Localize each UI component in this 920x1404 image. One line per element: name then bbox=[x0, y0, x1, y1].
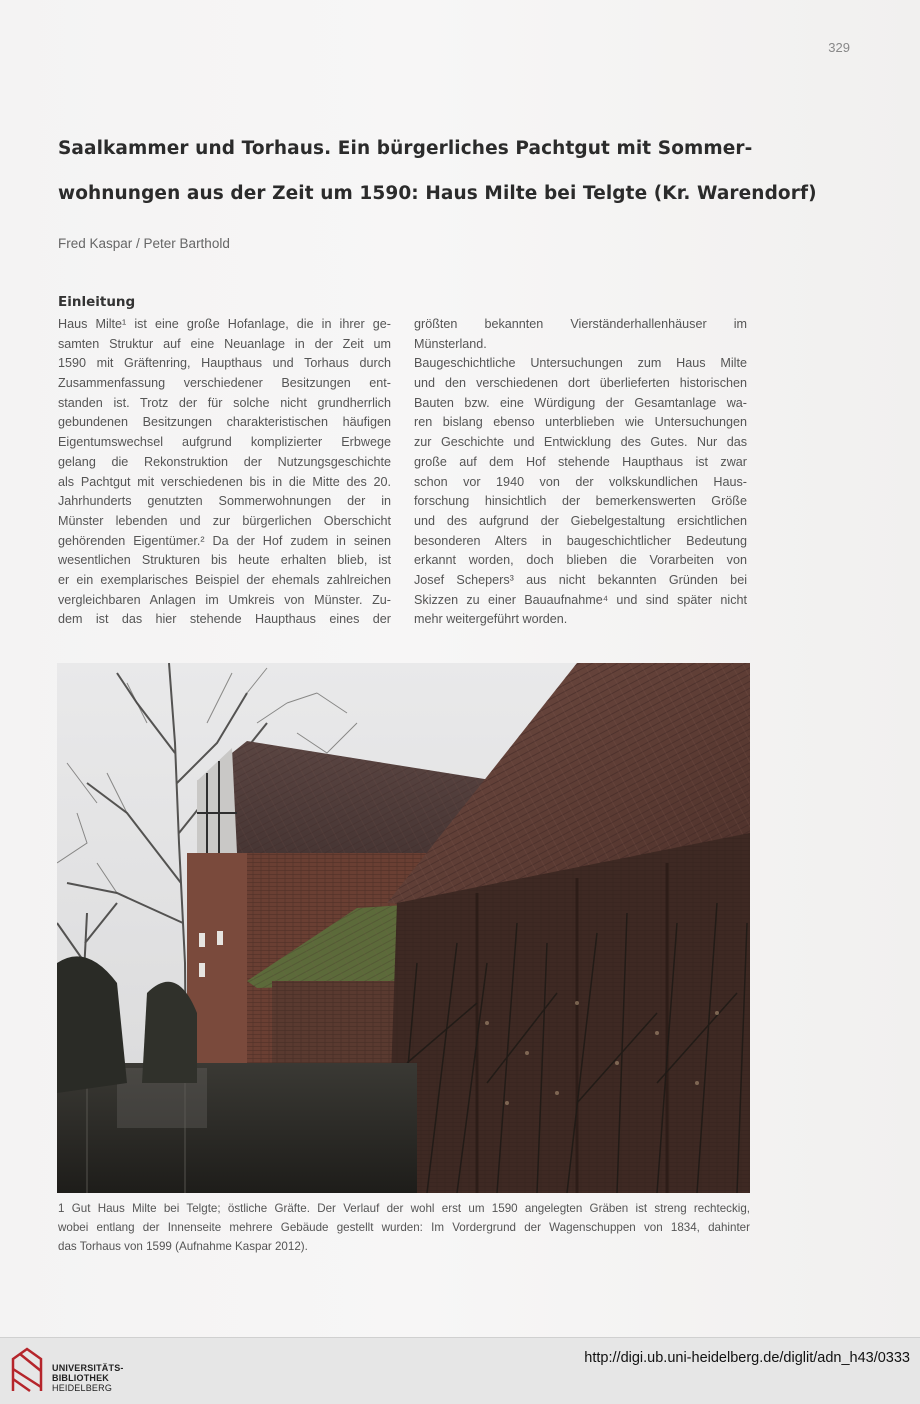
text-line: Bauten bzw. eine Würdigung der Gesamtanlage wa- bbox=[414, 395, 747, 410]
text-line: er ein exemplarisches Beispiel der ehemals zahlreichen bbox=[58, 572, 391, 587]
text-line: zur Geschichte und Entwicklung des Gutes. Nur das bbox=[414, 435, 747, 450]
library-logo bbox=[10, 1347, 130, 1397]
page-number: 329 bbox=[828, 40, 850, 55]
text-line: standen ist. Trotz der für solche nicht grundherrlich bbox=[58, 395, 391, 410]
text-line: dem ist das hier stehende Haupthaus eines der bbox=[58, 612, 391, 627]
text-line: Zusammenfassung verschiedener Besitzungen ent- bbox=[58, 376, 391, 391]
text-line: mehr weitergeführt worden. bbox=[414, 612, 568, 627]
text-line: und den verschiedenen dort überlieferten historischen bbox=[414, 376, 747, 391]
text-line: schon vor 1940 von der volkskundlichen Haus- bbox=[414, 474, 747, 489]
text-line: besonderen Alters in baugeschichtlicher Bedeutung bbox=[414, 533, 747, 548]
text-line: 1590 mit Gräftenring, Haupthaus und Torhaus durch bbox=[58, 356, 391, 371]
left-column bbox=[58, 315, 391, 630]
text-line: Haus Milte¹ ist eine große Hofanlage, die in ihrer ge- bbox=[58, 317, 391, 331]
library-logo-icon bbox=[10, 1347, 44, 1393]
text-line: wesentlichen Strukturen bis heute erhalten blieb, ist bbox=[58, 553, 391, 568]
text-line: gelang die Rekonstruktion der Nutzungsgeschichte bbox=[58, 454, 391, 469]
logo-line: UNIVERSITÄTS- bbox=[52, 1363, 124, 1373]
authors: Fred Kaspar / Peter Barthold bbox=[58, 236, 230, 251]
text-line: Münster lebenden und zur bürgerlichen Oberschicht bbox=[58, 513, 391, 528]
text-line: Josef Schepers³ aus nicht bekannten Gründen bei bbox=[414, 572, 747, 587]
title-line: Saalkammer und Torhaus. Ein bürgerliches Pachtgut mit Sommer- bbox=[58, 138, 753, 159]
text-line: Skizzen zu einer Bauaufnahme⁴ und sind später nicht bbox=[414, 592, 747, 607]
permalink-url[interactable]: http://digi.ub.uni-heidelberg.de/diglit/adn_h43/0333 bbox=[584, 1350, 910, 1366]
text-line: Jahrhunderts genutzten Sommerwohnungen der in bbox=[58, 494, 391, 509]
text-line: größten bekannten Vierständerhallenhäuser im bbox=[414, 317, 747, 331]
caption-line: wobei entlang der Innenseite mehrere Gebäude gestellt wurden: Im Vordergrund der Wagenschuppen von 1834, dahinter bbox=[58, 1221, 750, 1234]
text-line: ren bislang ebenso unterblieben wie Untersuchungen bbox=[414, 415, 747, 430]
caption-line: 1 Gut Haus Milte bei Telgte; östliche Gräfte. Der Verlauf der wohl erst um 1590 angelegten Gräben ist streng rechteckig, bbox=[58, 1202, 750, 1215]
library-logo-text bbox=[52, 1363, 124, 1393]
article-title bbox=[58, 126, 818, 216]
text-line: forschung hinsichtlich der bemerkenswerten Größe bbox=[414, 494, 747, 509]
figure-caption bbox=[58, 1199, 750, 1256]
text-line: große auf dem Hof stehende Haupthaus ist zwar bbox=[414, 454, 747, 469]
logo-line: HEIDELBERG bbox=[52, 1383, 113, 1393]
text-line: und des aufgrund der Giebelgestaltung ersichtlichen bbox=[414, 513, 747, 528]
right-column bbox=[414, 315, 747, 630]
text-line: gebundenen Besitzungen charakteristischen häufigen bbox=[58, 415, 391, 430]
text-line: als Pachtgut mit verschiedenen bis in die Mitte des 20. bbox=[58, 474, 391, 489]
footer-bar bbox=[0, 1337, 920, 1404]
logo-line: BIBLIOTHEK bbox=[52, 1373, 109, 1383]
title-line: wohnungen aus der Zeit um 1590: Haus Milte bei Telgte (Kr. Warendorf) bbox=[58, 183, 817, 204]
caption-line: das Torhaus von 1599 (Aufnahme Kaspar 2012). bbox=[58, 1240, 308, 1253]
figure-photo bbox=[57, 663, 750, 1193]
text-line: erkannt worden, doch blieben die Vorarbeiten von bbox=[414, 553, 747, 568]
text-line: gehörenden Eigentümer.² Da der Hof zudem in seinen bbox=[58, 533, 391, 548]
text-line: Münsterland. bbox=[414, 336, 487, 351]
text-line: samten Struktur auf eine Neuanlage in der Zeit um bbox=[58, 336, 391, 351]
text-line: vergleichbaren Anlagen im Umkreis von Münster. Zu- bbox=[58, 592, 391, 607]
text-line: Eigentumswechsel aufgrund komplizierter Erbwege bbox=[58, 435, 391, 450]
text-line: Baugeschichtliche Untersuchungen zum Haus Milte bbox=[414, 356, 747, 371]
photo-gut-haus-milte bbox=[57, 663, 750, 1193]
section-heading: Einleitung bbox=[58, 294, 136, 310]
